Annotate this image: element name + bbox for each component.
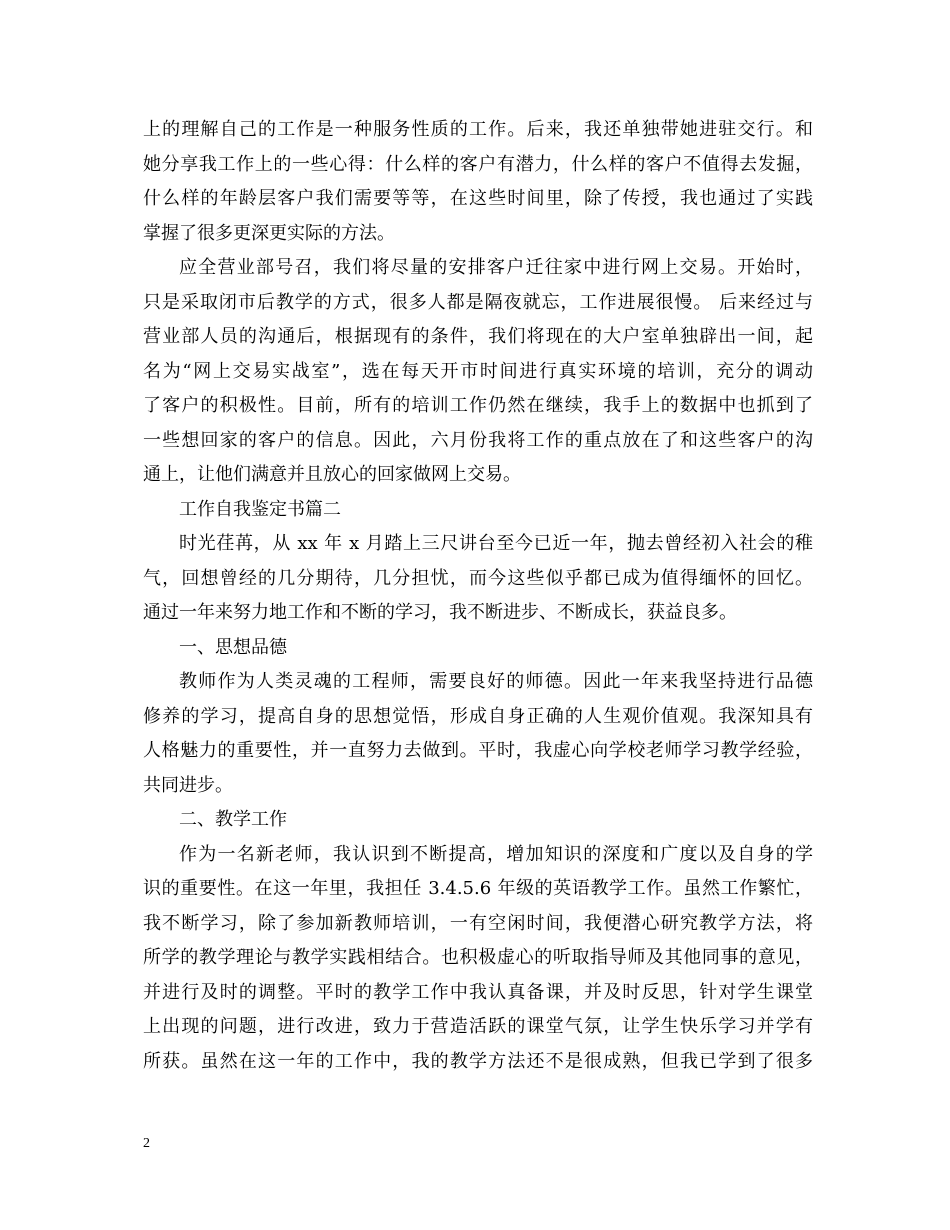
paragraph-line: 人格魅力的重要性，并一直努力去做到。平时，我虚心向学校老师学习教学经验， xyxy=(143,740,813,761)
paragraph-line: 所获。虽然在这一年的工作中，我的教学方法还不是很成熟，但我已学到了很多 xyxy=(143,1050,813,1072)
paragraph-line: 所学的教学理论与教学实践相结合。也积极虚心的听取指导师及其他同事的意见， xyxy=(143,947,813,968)
paragraph-line: 她分享我工作上的一些心得：什么样的客户有潜力，什么样的客户不值得去发掘， xyxy=(143,153,813,175)
paragraph-line: 通上，让他们满意并且放心的回家做网上交易。 xyxy=(143,464,521,485)
paragraph-line: 时光荏苒，从 xx 年 x 月踏上三尺讲台至今已近一年，抛去曾经初入社会的稚 xyxy=(179,533,813,554)
paragraph-line: 气，回想曾经的几分期待，几分担忧，而今这些似乎都已成为值得缅怀的回忆。 xyxy=(143,567,813,589)
paragraph-line: 一些想回家的客户的信息。因此，六月份我将工作的重点放在了和这些客户的沟 xyxy=(143,429,813,451)
paragraph-line: 上出现的问题，进行改进，致力于营造活跃的课堂气氛，让学生快乐学习并学有 xyxy=(143,1016,813,1037)
paragraph-line: 上的理解自己的工作是一种服务性质的工作。后来，我还单独带她进驻交行。和 xyxy=(143,119,813,140)
paragraph-line: 营业部人员的沟通后，根据现有的条件，我们将现在的大户室单独辟出一间，起 xyxy=(143,326,813,347)
paragraph-line: 应全营业部号召，我们将尽量的安排客户迁往家中进行网上交易。开始时， xyxy=(179,257,813,278)
document-body xyxy=(143,113,813,1079)
paragraph-line: 教师作为人类灵魂的工程师，需要良好的师德。因此一年来我坚持进行品德 xyxy=(179,671,813,692)
paragraph-line: 工作自我鉴定书篇二 xyxy=(179,498,341,520)
paragraph-line: 掌握了很多更深更实际的方法。 xyxy=(143,222,395,244)
paragraph-line: 我不断学习，除了参加新教师培训，一有空闲时间，我便潜心研究教学方法，将 xyxy=(143,912,813,934)
paragraph-line: 通过一年来努力地工作和不断的学习，我不断进步、不断成长，获益良多。 xyxy=(143,602,737,623)
paragraph-line: 什么样的年龄层客户我们需要等等，在这些时间里，除了传授，我也通过了实践 xyxy=(143,188,813,209)
paragraph-line: 共同进步。 xyxy=(143,774,233,796)
paragraph-line: 只是采取闭市后教学的方式，很多人都是隔夜就忘，工作进展很慢。 后来经过与 xyxy=(143,291,813,313)
paragraph-line: 了客户的积极性。目前，所有的培训工作仍然在继续，我手上的数据中也抓到了 xyxy=(143,395,813,416)
paragraph-line: 并进行及时的调整。平时的教学工作中我认真备课，并及时反思，针对学生课堂 xyxy=(143,981,813,1003)
page-number: 2 xyxy=(143,1136,150,1151)
paragraph-line: 修养的学习，提高自身的思想觉悟，形成自身正确的人生观价值观。我深知具有 xyxy=(143,705,813,727)
paragraph-line: 二、教学工作 xyxy=(179,809,287,830)
paragraph-line: 名为“网上交易实战室”，选在每天开市时间进行真实环境的培训，充分的调动 xyxy=(143,360,813,382)
paragraph-line: 一、思想品德 xyxy=(179,636,287,658)
paragraph-line: 识的重要性。在这一年里，我担任 3.4.5.6 年级的英语教学工作。虽然工作繁忙， xyxy=(143,878,813,899)
paragraph-line: 作为一名新老师，我认识到不断提高，增加知识的深度和广度以及自身的学 xyxy=(179,843,813,865)
